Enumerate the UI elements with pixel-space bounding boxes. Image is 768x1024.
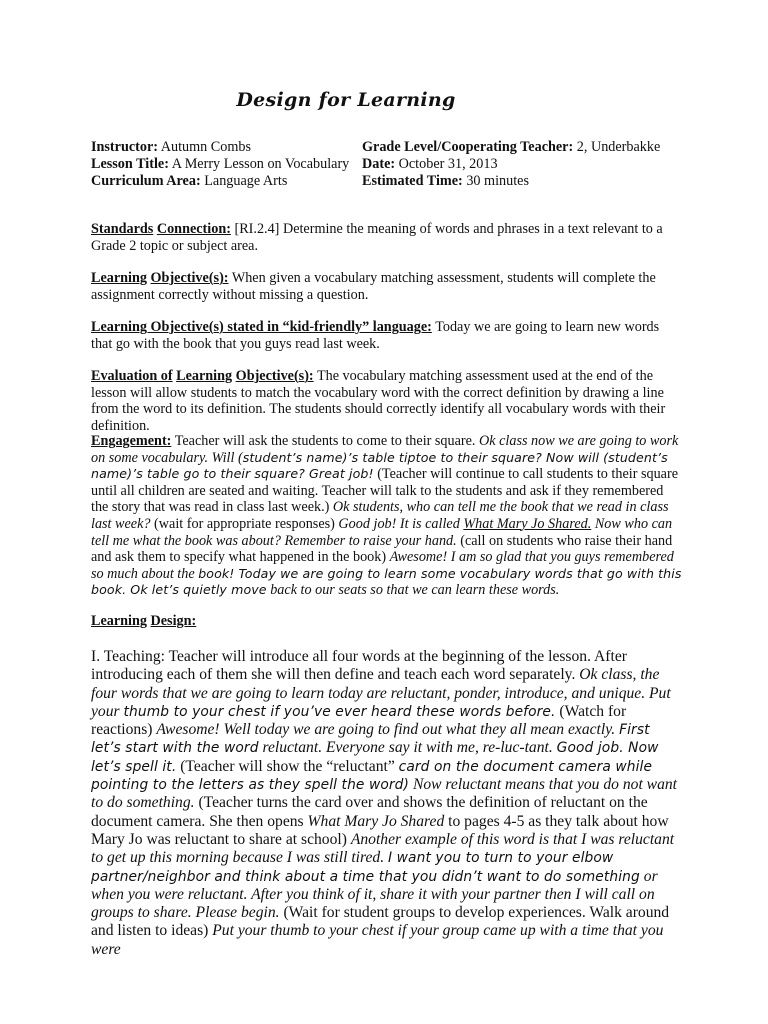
teaching-text: (Wait for student groups to develop experiences. Walk around and listen to ideas) (91, 904, 670, 940)
engagement-dialogue: Awesome! I am so glad that you guys remembered so much about the (91, 549, 674, 582)
date-value: October 31, 2013 (398, 155, 498, 172)
evaluation-label-a: Evaluation of (91, 368, 173, 384)
standards-label: Standards (91, 221, 154, 237)
estimated-time-value: 30 minutes (466, 172, 529, 189)
objective-text: When given a vocabulary matching assessment, students will complete the assignment correctly without missing a question. (91, 270, 656, 303)
instructor-value: Autumn Combs (160, 139, 252, 155)
standards-text: [RI.2.4] Determine the meaning of words and phrases in a text relevant to a Grade 2 topic or subject area. (91, 221, 663, 254)
teaching-dialogue: thumb to your chest if you’ve ever heard these words before. (123, 703, 556, 720)
instructor-line (91, 139, 349, 156)
engagement-dialogue: Ok students, who can tell me the book that we read in class last week? (91, 499, 669, 532)
engagement-text: Teacher will ask the students to come to their square. (174, 433, 476, 449)
engagement-dialogue: book! Today we are going to learn some vocabulary words that go with this book. Ok let’s quietly move (91, 565, 682, 598)
grade-level-label: Grade Level/Cooperating Teacher: (362, 139, 574, 155)
teaching-dialogue: Good job. Now let’s spell it. (91, 740, 659, 775)
curriculum-area-label: Curriculum Area: (91, 172, 201, 189)
lesson-title-value: A Merry Lesson on Vocabulary (171, 155, 350, 172)
grade-level-line (362, 139, 660, 156)
teaching-dialogue: First let’s start with the word (91, 722, 650, 757)
engagement-dialogue: student’s name)’s table tiptoe to their square? Now will ( (242, 449, 609, 465)
teaching-dialogue: Ok class, the four words that we are going to learn today are reluctant, ponder, introduce, and unique. Put your (91, 666, 671, 720)
objective-section (91, 270, 683, 303)
objective-label-a: Learning (91, 270, 147, 286)
engagement-text: (Teacher will continue to call students to their square until all children are seated and waiting. Teacher will talk to the students and ask if they remembered the story that was read in class last week.) (91, 466, 678, 516)
evaluation-label-c: Objective(s): (235, 368, 314, 384)
document-title: Design for Learning (236, 89, 456, 111)
teaching-section (91, 648, 683, 959)
teaching-dialogue: Awesome! Well today we are going to find out what they all mean exactly. (156, 721, 616, 739)
engagement-dialogue: Good job! It is called (338, 515, 460, 532)
header-right-column (362, 139, 660, 189)
evaluation-section (91, 368, 683, 434)
book-title: What Mary Jo Shared. (463, 515, 592, 532)
engagement-section (91, 433, 683, 599)
teaching-dialogue: card on the document camera while pointing to the letters as they spell the word) (91, 758, 653, 794)
teaching-dialogue: reluctant. Everyone say it with me, re-luc-tant. (262, 739, 553, 757)
teaching-text: (Teacher turns the card over and shows the definition of reluctant on the document camera. She then opens (91, 794, 648, 830)
engagement-text: (call on students who raise their hand and ask them to specify what happened in the book) (91, 532, 673, 566)
teaching-dialogue: or when you were reluctant. After you think of it, share it with your partner then I will call on groups to share. Please begin. (91, 867, 658, 922)
teaching-text: to pages 4-5 as they talk about how Mary Jo was reluctant to share at school) (91, 812, 669, 848)
curriculum-area-value: Language Arts (204, 172, 288, 189)
evaluation-text: The vocabulary matching assessment used at the end of the lesson will allow students to match the vocabulary word with the correct definition by drawing a line from the word to its definition. The students should correctly identify all vocabulary words with their definition. (91, 368, 666, 434)
teaching-text: (Teacher will show the “reluctant” (180, 757, 395, 775)
teaching-text: I. Teaching: Teacher will introduce all four words at the beginning of the lesson. After introducing each of them she will then define and teach each word separately. (91, 648, 627, 684)
kid-friendly-section (91, 319, 683, 352)
teaching-dialogue: Put your thumb to your chest if your group came up with a time that you were (91, 922, 664, 958)
date-line (362, 156, 660, 173)
teaching-text: (Watch for reactions) (91, 702, 627, 739)
kid-friendly-text: Today we are going to learn new words that go with the book that you guys read last week. (91, 319, 660, 352)
engagement-dialogue: Now who can tell me what the book was about? Remember to raise your hand. (91, 515, 673, 549)
engagement-label: Engagement: (91, 433, 172, 449)
header-left-column (91, 139, 349, 189)
grade-level-value: 2, Underbakke (576, 139, 661, 155)
engagement-dialogue: Ok class now we are going to work on some vocabulary. Will ( (91, 433, 679, 466)
teaching-dialogue: Now reluctant means that you do not want to do something. (91, 776, 678, 812)
book-title: What Mary Jo Shared (307, 812, 445, 830)
curriculum-area-line (91, 173, 349, 190)
lesson-title-line (91, 156, 349, 173)
engagement-dialogue: back to our seats so that we can learn these words. (270, 582, 560, 599)
standards-section (91, 221, 683, 254)
kid-friendly-label: Learning Objective(s) stated in “kid-friendly” language: (91, 319, 432, 335)
engagement-dialogue: student’s name)’s table go to their square? Great job! (91, 449, 668, 482)
teaching-dialogue: Another example of this word is that I was reluctant to get up this morning because I was still tired. (91, 830, 675, 867)
evaluation-label-b: Learning (176, 368, 233, 384)
connection-label: Connection: (156, 221, 231, 237)
date-label: Date: (362, 155, 396, 172)
estimated-time-line (362, 173, 660, 190)
objective-label-b: Objective(s): (150, 270, 229, 286)
learning-design-label-a: Learning (91, 613, 147, 629)
learning-design-label-b: Design: (150, 613, 197, 629)
engagement-text: (wait for appropriate responses) (154, 515, 335, 532)
lesson-title-label: Lesson Title: (91, 155, 169, 172)
learning-design-heading (91, 613, 683, 630)
teaching-dialogue: I want you to turn to your elbow partner/neighbor and think about a time that you didn’t want to do something (91, 850, 640, 885)
estimated-time-label: Estimated Time: (362, 172, 463, 189)
instructor-label: Instructor: (91, 139, 158, 155)
